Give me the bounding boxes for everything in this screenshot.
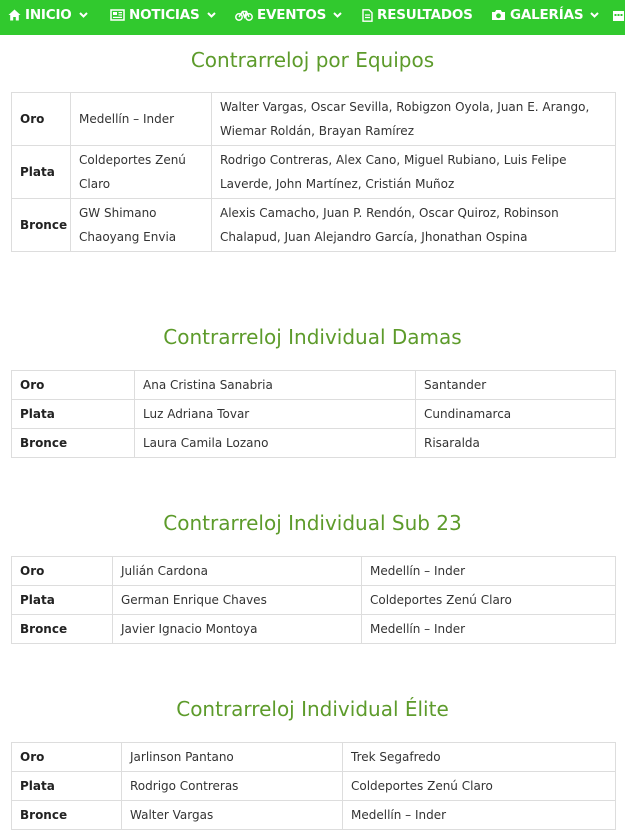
- team-riders: Alexis Camacho, Juan P. Rendón, Oscar Quiroz, Robinson Chalapud, Juan Alejandro García, Jhonathan Ospina: [212, 199, 616, 252]
- table-row: [12, 772, 616, 801]
- table-row: [12, 743, 616, 772]
- chevron-down-icon: [590, 12, 599, 18]
- table-row: [12, 557, 616, 586]
- medal-label: Plata: [12, 772, 122, 801]
- team-name: GW Shimano Chaoyang Envia: [71, 199, 212, 252]
- table-row: [12, 371, 616, 400]
- rider-team: Cundinamarca: [416, 400, 616, 429]
- medal-label: Oro: [12, 557, 113, 586]
- results-table-damas: [11, 370, 616, 458]
- section-title: Contrarreloj Individual Élite: [176, 697, 449, 721]
- chevron-down-icon: [333, 12, 342, 18]
- section-title: Contrarreloj Individual Sub 23: [163, 511, 462, 535]
- medal-label: Oro: [12, 371, 135, 400]
- nav-item-resultados[interactable]: [362, 0, 473, 30]
- nav-label-eventos: EVENTOS: [257, 7, 327, 23]
- medal-label: Oro: [12, 743, 122, 772]
- rider-team: Medellín – Inder: [343, 801, 616, 830]
- nav-item-eventos[interactable]: [235, 0, 342, 30]
- rider-name: German Enrique Chaves: [113, 586, 362, 615]
- nav-label-noticias: NOTICIAS: [129, 7, 200, 23]
- team-riders: Rodrigo Contreras, Alex Cano, Miguel Rubiano, Luis Felipe Laverde, John Martínez, Cristián Muñoz: [212, 146, 616, 199]
- medal-label: Oro: [12, 93, 71, 146]
- nav-label-resultados: RESULTADOS: [377, 7, 473, 23]
- medal-label: Plata: [12, 146, 71, 199]
- calendar-icon: [612, 9, 625, 22]
- team-name: Coldeportes Zenú Claro: [71, 146, 212, 199]
- table-row: [12, 586, 616, 615]
- nav-item-noticias[interactable]: [110, 0, 216, 30]
- rider-name: Jarlinson Pantano: [122, 743, 343, 772]
- section-title: Contrarreloj por Equipos: [190, 48, 435, 72]
- table-row: [12, 429, 616, 458]
- file-icon: [362, 9, 373, 22]
- table-row: [12, 801, 616, 830]
- nav-item-inicio[interactable]: [8, 0, 88, 30]
- table-row: [12, 93, 616, 146]
- chevron-down-icon: [79, 12, 88, 18]
- section-title: Contrarreloj Individual Damas: [163, 325, 462, 349]
- rider-team: Santander: [416, 371, 616, 400]
- rider-name: Rodrigo Contreras: [122, 772, 343, 801]
- nav-label-galerias: GALERÍAS: [510, 7, 584, 23]
- rider-name: Ana Cristina Sanabria: [135, 371, 416, 400]
- table-row: [12, 146, 616, 199]
- nav-label-inicio: INICIO: [25, 7, 72, 23]
- medal-label: Bronce: [12, 801, 122, 830]
- rider-name: Julián Cardona: [113, 557, 362, 586]
- home-icon: [8, 9, 21, 21]
- medal-label: Plata: [12, 586, 113, 615]
- nav-item-calendar[interactable]: [612, 0, 625, 30]
- medal-label: Plata: [12, 400, 135, 429]
- rider-name: Luz Adriana Tovar: [135, 400, 416, 429]
- rider-team: Risaralda: [416, 429, 616, 458]
- nav-item-galerias[interactable]: [491, 0, 599, 30]
- table-row: [12, 615, 616, 644]
- newspaper-icon: [110, 9, 125, 21]
- results-table-sub23: [11, 556, 616, 644]
- medal-label: Bronce: [12, 199, 71, 252]
- results-table-equipos: [11, 92, 616, 252]
- team-riders: Walter Vargas, Oscar Sevilla, Robigzon Oyola, Juan E. Arango, Wiemar Roldán, Brayan Ramírez: [212, 93, 616, 146]
- results-table-elite: [11, 742, 616, 830]
- rider-team: Coldeportes Zenú Claro: [362, 586, 616, 615]
- camera-icon: [491, 9, 506, 21]
- rider-team: Medellín – Inder: [362, 615, 616, 644]
- table-row: [12, 400, 616, 429]
- medal-label: Bronce: [12, 615, 113, 644]
- table-row: [12, 199, 616, 252]
- bicycle-icon: [235, 9, 253, 21]
- rider-team: Coldeportes Zenú Claro: [343, 772, 616, 801]
- rider-name: Laura Camila Lozano: [135, 429, 416, 458]
- chevron-down-icon: [207, 12, 216, 18]
- medal-label: Bronce: [12, 429, 135, 458]
- rider-name: Walter Vargas: [122, 801, 343, 830]
- team-name: Medellín – Inder: [71, 93, 212, 146]
- rider-team: Medellín – Inder: [362, 557, 616, 586]
- main-nav: [0, 0, 625, 35]
- rider-team: Trek Segafredo: [343, 743, 616, 772]
- rider-name: Javier Ignacio Montoya: [113, 615, 362, 644]
